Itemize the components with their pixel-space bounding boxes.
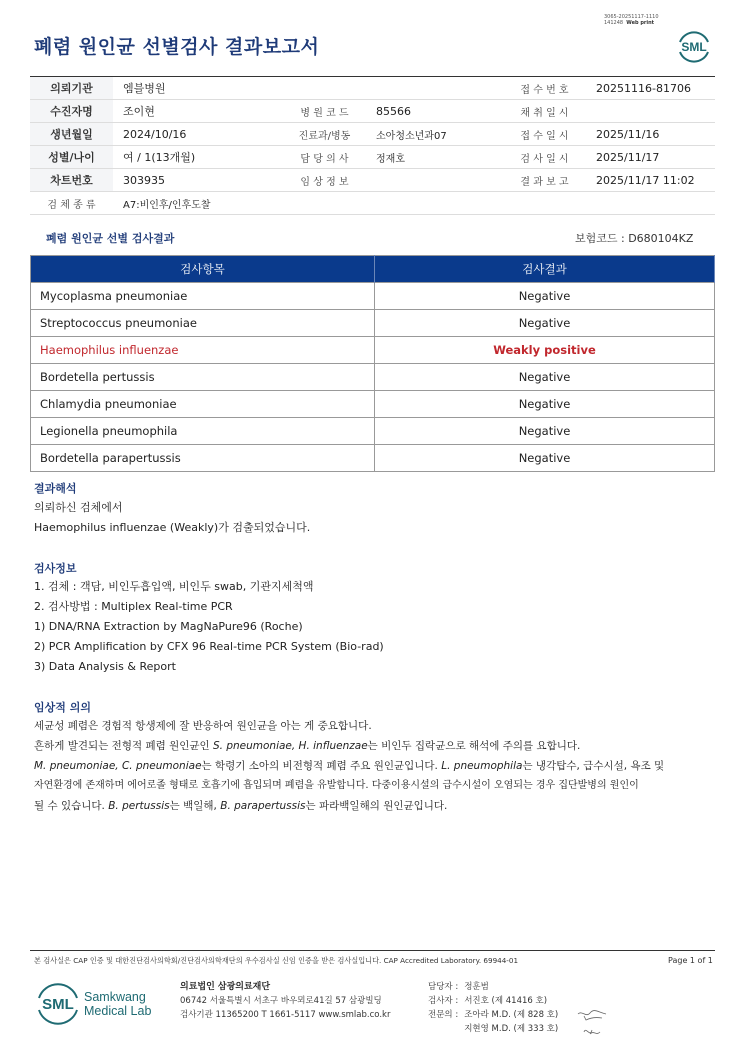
report-title: 폐렴 원인균 선별검사 결과보고서 <box>34 36 320 58</box>
info-row <box>30 100 715 123</box>
interpretation-line: Haemophilus influenzae (Weakly)가 검출되었습니다. <box>34 521 311 534</box>
test-name: Chlamydia pneumoniae <box>31 391 375 418</box>
value-patient-name: 조이현 <box>113 100 283 123</box>
test-info-line: 2. 검사방법 : Multiplex Real-time PCR <box>34 600 233 613</box>
label-report-date: 결 과 보 고 <box>503 169 586 192</box>
page-number: Page 1 of 1 <box>668 956 713 965</box>
test-result: Negative <box>375 445 715 472</box>
staff-role: 검사자 : <box>428 996 459 1006</box>
interpretation-text <box>34 498 310 538</box>
info-row <box>30 169 715 192</box>
value-chart-number: 303935 <box>113 169 283 192</box>
interpretation-title: 결과해석 <box>34 482 77 495</box>
test-result: Negative <box>375 391 715 418</box>
logo-name-line1: Samkwang <box>84 990 146 1004</box>
print-code <box>604 14 684 26</box>
staff-name: 조아라 M.D. (제 828 호) <box>464 1010 559 1020</box>
label-received-date: 접 수 일 시 <box>503 123 586 146</box>
table-row <box>31 283 715 310</box>
test-name: Streptococcus pneumoniae <box>31 310 375 337</box>
test-result: Negative <box>375 364 715 391</box>
label-patient-name: 수진자명 <box>30 100 113 123</box>
insurance-code: 보험코드 : D680104KZ <box>575 232 694 245</box>
sml-logo-icon <box>674 26 714 66</box>
clinical-line: M. pneumoniae, C. pneumoniae는 학령기 소아의 비전형적 폐렴 주요 원인균입니다. L. pneumophila는 냉각탑수, 급수시설, 욕조 및 <box>34 760 665 772</box>
clinical-significance-text <box>34 716 664 816</box>
samkwang-logo-icon <box>36 980 161 1026</box>
test-result: Weakly positive <box>375 337 715 364</box>
clinical-line: 세균성 폐렴은 경험적 항생제에 잘 반응하여 원인균을 아는 게 중요합니다. <box>34 720 372 732</box>
test-name: Mycoplasma pneumoniae <box>31 283 375 310</box>
table-row <box>31 391 715 418</box>
clinical-line: 흔하게 발견되는 전형적 폐렴 원인균인 S. pneumoniae, H. influenzae는 비인두 집락균으로 해석에 주의를 요합니다. <box>34 740 581 752</box>
logo-name-line2: Medical Lab <box>84 1004 152 1018</box>
table-row <box>31 310 715 337</box>
test-name: Bordetella pertussis <box>31 364 375 391</box>
test-result: Negative <box>375 418 715 445</box>
test-info-line: 1. 검체 : 객담, 비인두흡입액, 비인두 swab, 기관지세척액 <box>34 580 314 593</box>
logo-text: SML <box>681 40 707 54</box>
test-info-title: 검사정보 <box>34 562 77 575</box>
web-print-label: Web print <box>626 20 655 26</box>
test-info-line: 3) Data Analysis & Report <box>34 660 176 673</box>
value-received-date: 2025/11/16 <box>586 123 715 146</box>
table-row <box>31 445 715 472</box>
info-row <box>30 123 715 146</box>
label-hospital-code: 병 원 코 드 <box>283 100 366 123</box>
test-result: Negative <box>375 310 715 337</box>
clinical-line: 될 수 있습니다. B. pertussis는 백일해, B. parapertussis는 파라백일해의 원인균입니다. <box>34 800 448 812</box>
organization-info <box>180 980 390 1022</box>
clinical-significance-title: 임상적 의의 <box>34 701 91 714</box>
column-header-test-result: 검사결과 <box>375 256 715 283</box>
table-row <box>31 364 715 391</box>
label-specimen-type: 검 체 종 류 <box>30 192 113 215</box>
test-info-text <box>34 577 384 677</box>
footer-divider <box>30 950 715 951</box>
info-row <box>30 192 715 215</box>
value-collection-date <box>586 100 715 123</box>
test-info-line: 2) PCR Amplification by CFX 96 Real-time PCR System (Bio-rad) <box>34 640 384 653</box>
value-hospital-code: 85566 <box>366 100 503 123</box>
staff-table <box>428 980 558 1036</box>
value-specimen-type: A7:비인후/인후도찰 <box>113 192 715 215</box>
staff-role: 담당자 : <box>428 982 459 992</box>
value-birth-date: 2024/10/16 <box>113 123 283 146</box>
test-name: Legionella pneumophila <box>31 418 375 445</box>
value-report-date: 2025/11/17 11:02 <box>586 169 715 192</box>
organization-name: 의료법인 삼광의료재단 <box>180 982 271 992</box>
value-test-date: 2025/11/17 <box>586 146 715 169</box>
results-title: 폐렴 원인균 선별 검사결과 <box>46 232 175 245</box>
label-accession-number: 접 수 번 호 <box>503 77 586 100</box>
label-physician: 담 당 의 사 <box>283 146 366 169</box>
table-row <box>31 418 715 445</box>
results-table <box>30 255 715 472</box>
value-clinical-info <box>366 169 503 192</box>
value-physician: 정재호 <box>366 146 503 169</box>
info-row <box>30 77 715 100</box>
interpretation-line: 의뢰하신 검체에서 <box>34 501 123 514</box>
value-accession-number: 20251116-81706 <box>586 77 715 100</box>
clinical-line: 자연환경에 존재하며 에어로졸 형태로 호흡기에 흡입되며 폐렴을 유발합니다. 다중이용시설의 급수시설이 오염되는 경우 집단발병의 원인이 <box>34 780 639 791</box>
value-requesting-institution: 엠블병원 <box>113 77 503 100</box>
label-birth-date: 생년월일 <box>30 123 113 146</box>
label-clinical-info: 임 상 정 보 <box>283 169 366 192</box>
label-requesting-institution: 의뢰기관 <box>30 77 113 100</box>
info-row <box>30 146 715 169</box>
value-sex-age: 여 / 1(13개월) <box>113 146 283 169</box>
staff-role <box>428 1022 458 1036</box>
test-info-line: 1) DNA/RNA Extraction by MagNaPure96 (Roche) <box>34 620 303 633</box>
organization-contact: 검사기관 11365200 T 1661-5117 www.smlab.co.kr <box>180 1010 391 1020</box>
table-row-positive <box>31 337 715 364</box>
value-department: 소아청소년과07 <box>366 123 503 146</box>
label-sex-age: 성별/나이 <box>30 146 113 169</box>
staff-role: 전문의 : <box>428 1010 459 1020</box>
accreditation-note: 본 검사실은 CAP 인증 및 대한진단검사의학회/진단검사의학재단의 우수검사실 신임 인증을 받은 검사실입니다. CAP Accredited Laboratory. 69944-01 <box>34 956 519 965</box>
test-name: Bordetella parapertussis <box>31 445 375 472</box>
test-result: Negative <box>375 283 715 310</box>
label-chart-number: 차트번호 <box>30 169 113 192</box>
patient-info-table <box>30 76 715 215</box>
test-name: Haemophilus influenzae <box>31 337 375 364</box>
staff-name: 지현영 M.D. (제 333 호) <box>464 1024 559 1034</box>
staff-name: 정훈범 <box>464 982 489 992</box>
label-department: 진료과/병동 <box>283 123 366 146</box>
print-code-line1: 3065-20251117-1110 <box>604 14 659 20</box>
staff-name: 서진호 (제 41416 호) <box>464 996 548 1006</box>
column-header-test-item: 검사항목 <box>31 256 375 283</box>
label-collection-date: 채 취 일 시 <box>503 100 586 123</box>
organization-address: 06742 서울특별시 서초구 바우뫼로41길 57 삼광빌딩 <box>180 996 382 1006</box>
logo-sml-text: SML <box>42 996 74 1013</box>
label-test-date: 검 사 일 시 <box>503 146 586 169</box>
print-code-line2: 141248 <box>604 20 624 26</box>
signature-icon <box>576 1008 610 1042</box>
